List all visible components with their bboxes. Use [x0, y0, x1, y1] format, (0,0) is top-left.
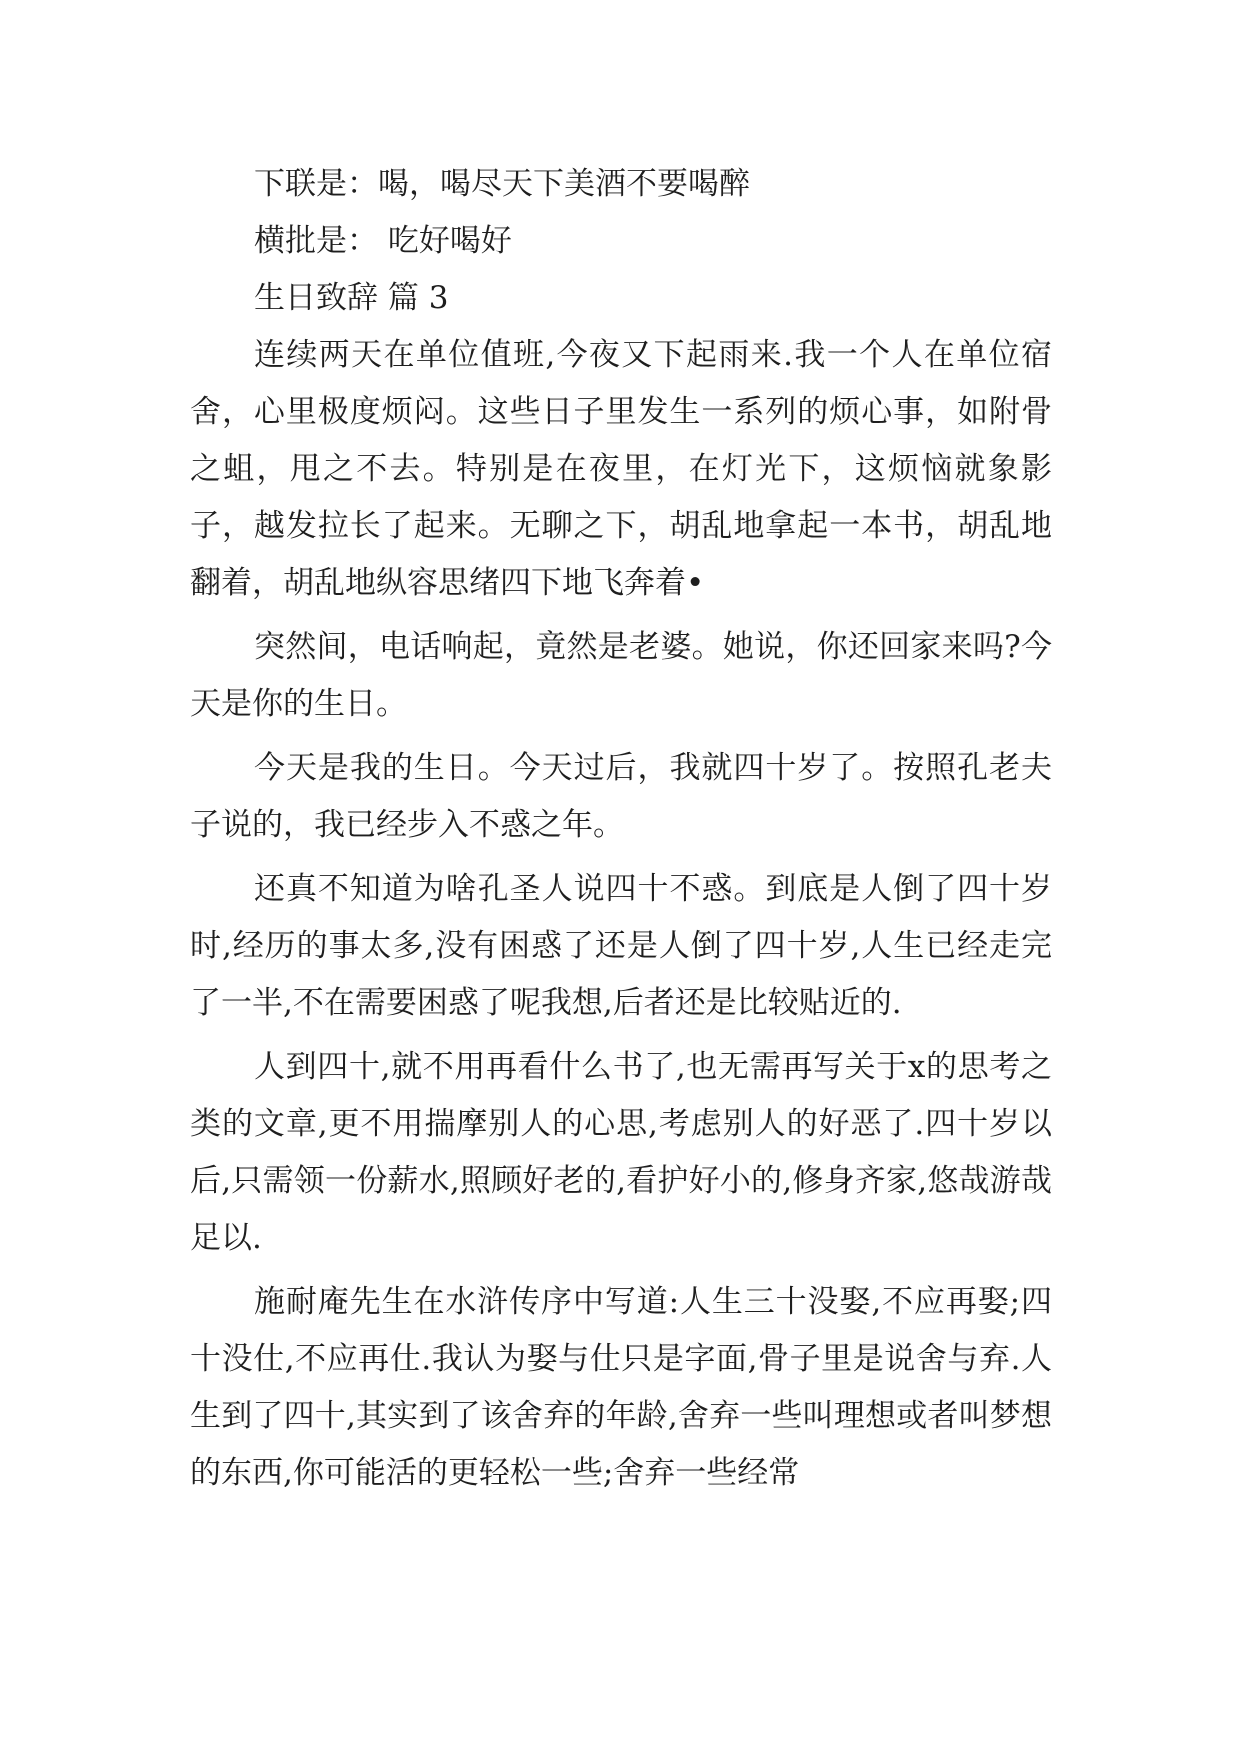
paragraph: 还真不知道为啥孔圣人说四十不惑。到底是人倒了四十岁时,经历的事太多,没有困惑了还是人倒了四十岁,人生已经走完了一半,不在需要困惑了呢我想,后者还是比较贴近的.: [190, 871, 1052, 1021]
paragraph: 连续两天在单位值班,今夜又下起雨来.我一个人在单位宿舍，心里极度烦闷。这些日子里发生一系列的烦心事，如附骨之蛆，甩之不去。特别是在夜里，在灯光下，这烦恼就象影子，越发拉长了起来。无聊之下，胡乱地拿起一本书，胡乱地翻着，胡乱地纵容思绪四下地飞奔着•: [190, 337, 1052, 601]
document-body: [190, 156, 1052, 1502]
couplet-second-line: 下联是：喝，喝尽天下美酒不要喝醉: [254, 166, 750, 202]
paragraph: 人到四十,就不用再看什么书了,也无需再写关于x的思考之类的文章,更不用揣摩别人的心思,考虑别人的好恶了.四十岁以后,只需领一份薪水,照顾好老的,看护好小的,修身齐家,悠哉游哉足以.: [190, 1049, 1052, 1256]
paragraph: 今天是我的生日。今天过后，我就四十岁了。按照孔老夫子说的，我已经步入不惑之年。: [190, 750, 1052, 843]
section-heading: 生日致辞 篇 3: [254, 280, 449, 316]
paragraph: 突然间，电话响起，竟然是老婆。她说，你还回家来吗?今天是你的生日。: [190, 629, 1052, 722]
couplet-horizontal-scroll: 横批是： 吃好喝好: [254, 223, 512, 259]
paragraph: 施耐庵先生在水浒传序中写道:人生三十没娶,不应再娶;四十没仕,不应再仕.我认为娶与仕只是字面,骨子里是说舍与弃.人生到了四十,其实到了该舍弃的年龄,舍弃一些叫理想或者叫梦想的东西,你可能活的更轻松一些;舍弃一些经常: [190, 1284, 1052, 1491]
